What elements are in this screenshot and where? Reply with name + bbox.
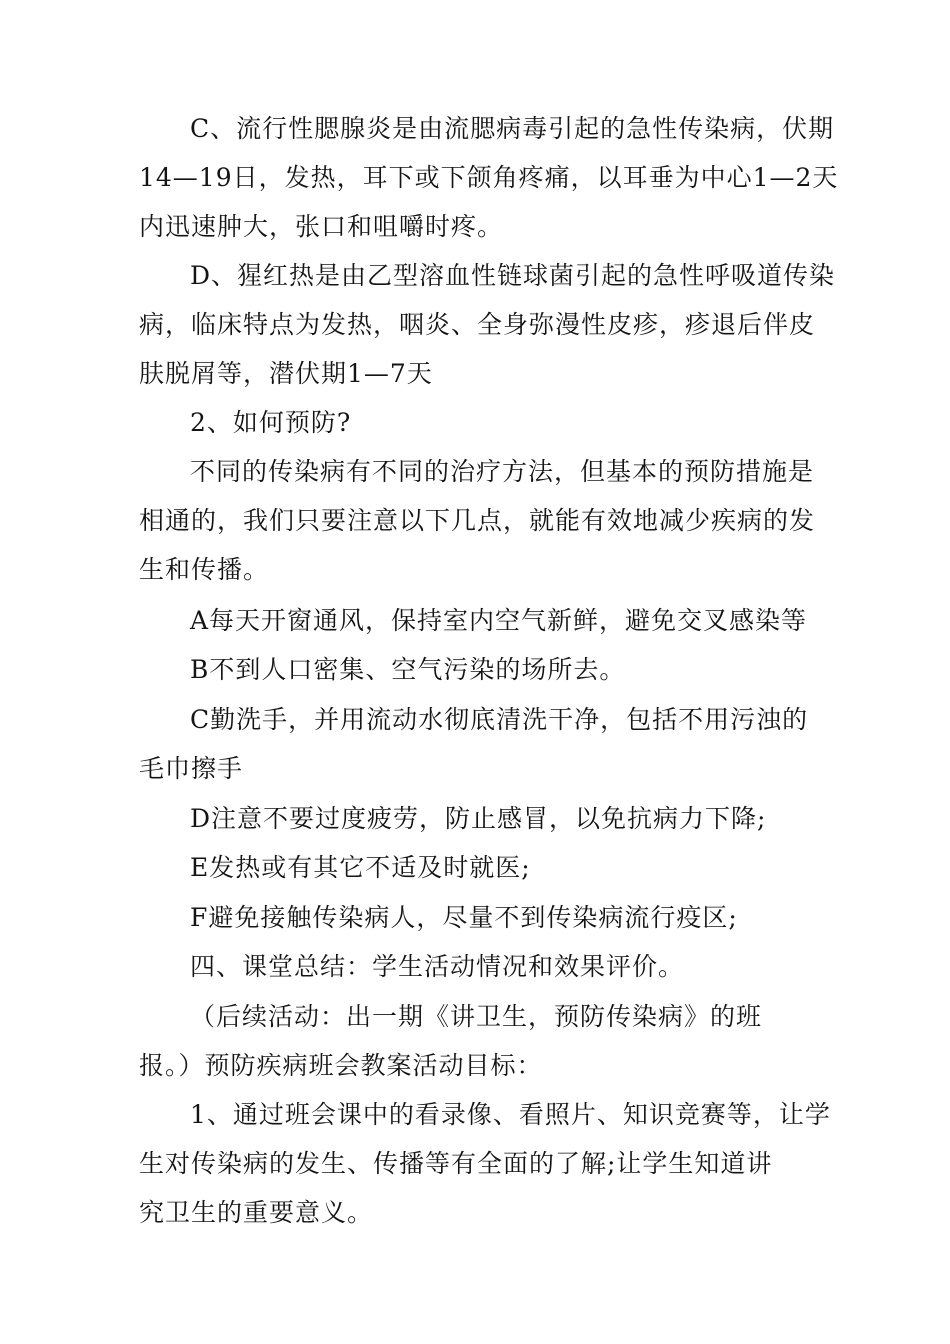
paragraph-scarlet-fever bbox=[0, 251, 950, 398]
list-item-a bbox=[0, 596, 950, 645]
text-line: 生和传播。 bbox=[139, 555, 270, 584]
list-item-f bbox=[0, 893, 950, 942]
list-item-d bbox=[0, 794, 950, 843]
text-line: D、猩红热是由乙型溶血性链球菌引起的急性呼吸道传染 bbox=[190, 261, 836, 290]
text-line: （后续活动：出一期《讲卫生，预防传染病》的班 bbox=[190, 1002, 763, 1031]
text-line: 2、如何预防? bbox=[190, 408, 352, 437]
text-line: A每天开窗通风，保持室内空气新鲜，避免交叉感染等 bbox=[190, 606, 808, 635]
list-item-e bbox=[0, 843, 950, 892]
list-item-b bbox=[0, 645, 950, 694]
text-line: D注意不要过度疲劳，防止感冒，以免抗病力下降; bbox=[190, 804, 767, 833]
section-heading-prevention bbox=[0, 398, 950, 447]
text-line: C、流行性腮腺炎是由流腮病毒引起的急性传染病，伏期 bbox=[190, 114, 835, 143]
text-line: 毛巾擦手 bbox=[139, 754, 244, 783]
text-line: 病，临床特点为发热，咽炎、全身弥漫性皮疹，疹退后伴皮 bbox=[139, 310, 816, 339]
text-line: B不到人口密集、空气污染的场所去。 bbox=[190, 655, 626, 684]
list-item-c bbox=[0, 695, 950, 793]
text-line: 1、通过班会课中的看录像、看照片、知识竞赛等，让学 bbox=[190, 1100, 831, 1129]
paragraph-mumps bbox=[0, 104, 950, 251]
text-line: C勤洗手，并用流动水彻底清洗干净，包括不用污浊的 bbox=[190, 705, 809, 734]
paragraph-goal-1 bbox=[0, 1090, 950, 1237]
text-line: 报。）预防疾病班会教案活动目标： bbox=[139, 1051, 543, 1080]
text-line: 究卫生的重要意义。 bbox=[139, 1198, 374, 1227]
paragraph-prevention-intro bbox=[0, 447, 950, 594]
text-line: 生对传染病的发生、传播等有全面的了解;让学生知道讲 bbox=[139, 1149, 773, 1178]
text-line: 肤脱屑等，潜伏期1—7天 bbox=[139, 359, 433, 388]
paragraph-follow-up bbox=[0, 992, 950, 1090]
text-line: 内迅速肿大，张口和咀嚼时疼。 bbox=[139, 212, 504, 241]
text-line: 14—19日，发热，耳下或下颌角疼痛，以耳垂为中心1—2天 bbox=[139, 163, 839, 192]
text-line: F避免接触传染病人，尽量不到传染病流行疫区; bbox=[190, 903, 738, 932]
text-line: E发热或有其它不适及时就医; bbox=[190, 853, 531, 882]
text-line: 四、课堂总结：学生活动情况和效果评价。 bbox=[190, 952, 685, 981]
text-line: 相通的，我们只要注意以下几点，就能有效地减少疾病的发 bbox=[139, 506, 816, 535]
text-line: 不同的传染病有不同的治疗方法，但基本的预防措施是 bbox=[190, 457, 815, 486]
section-heading-summary bbox=[0, 942, 950, 991]
